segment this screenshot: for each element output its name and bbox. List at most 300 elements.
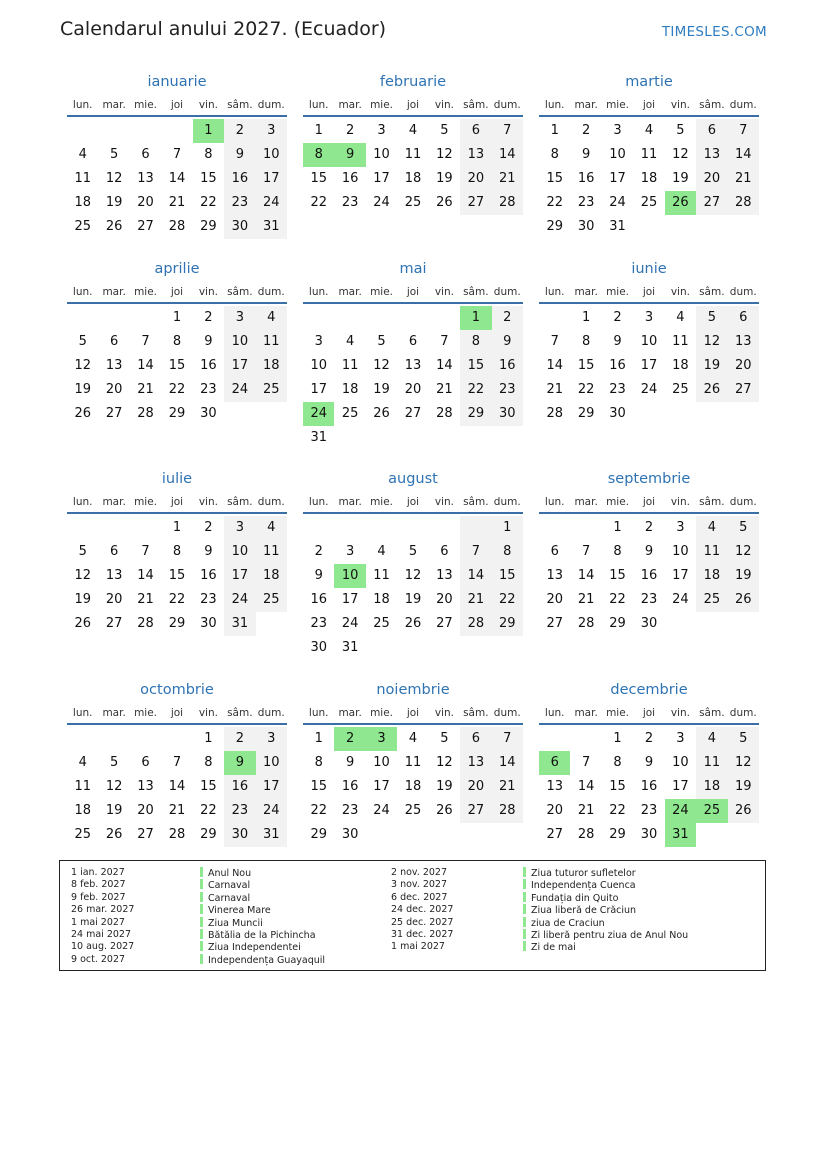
month-ianuarie [67,72,287,239]
empty-cell [161,727,192,751]
day-cell: 2 [492,306,523,330]
legend-holiday [200,879,325,891]
weekday-label: dum. [729,286,757,298]
day-cell: 10 [224,540,255,564]
day-cell: 29 [168,616,186,631]
legend-holiday [523,941,688,953]
day-cell: 27 [546,827,563,842]
empty-cell [728,402,759,426]
day-cell: 19 [105,195,123,210]
weekday-label: dum. [493,496,521,508]
empty-cell [98,119,129,143]
legend-holiday-name: Ziua Independentei [208,942,301,954]
weekday-label: joi [642,707,656,719]
day-cell: 1 [550,123,559,138]
day-cell: 20 [105,592,123,607]
day-cell: 14 [460,564,491,588]
weekday-label: dum. [729,496,757,508]
weekday-label: lun. [72,707,93,719]
day-cell: 22 [200,803,217,818]
day-cell: 28 [460,612,491,636]
legend-holiday [200,867,325,879]
day-cell: 10 [334,564,365,588]
day-cell: 13 [105,568,123,583]
empty-cell [334,516,365,540]
empty-cell [366,306,397,330]
weekday-label: dum. [257,496,285,508]
day-cell: 22 [577,382,595,397]
day-cell: 23 [200,592,217,607]
day-cell: 19 [728,775,759,799]
day-cell: 19 [105,803,123,818]
weekday-label: sâm. [227,496,253,508]
month-decembrie [539,680,759,847]
day-cell: 13 [460,751,491,775]
day-cell: 1 [172,310,182,325]
day-cell: 24 [256,799,287,823]
day-cell: 24 [672,592,689,607]
day-cell: 19 [436,171,453,186]
month-name: decembrie [610,682,688,698]
legend-holiday [200,917,325,929]
day-cell: 30 [492,402,523,426]
day-cell: 30 [224,215,255,239]
weekday-label: dum. [729,99,757,111]
day-grid [67,306,287,426]
empty-cell [429,306,460,330]
day-cell: 29 [609,616,626,631]
weekday-label: sâm. [699,99,725,111]
weekday-label: dum. [257,99,285,111]
day-cell: 28 [168,219,186,234]
day-cell: 6 [696,119,727,143]
day-cell: 2 [644,731,654,746]
day-cell: 5 [728,516,759,540]
day-cell: 15 [577,358,595,373]
empty-cell [429,823,460,847]
day-cell: 3 [256,119,287,143]
month-iunie [539,259,759,426]
legend-date: 10 aug. 2027 [71,941,135,953]
month-aprilie [67,259,287,426]
day-cell: 15 [310,171,327,186]
holiday-marker [523,917,526,927]
day-cell: 26 [728,799,759,823]
day-cell: 9 [581,147,591,162]
empty-cell [665,612,696,636]
day-cell: 27 [105,616,123,631]
day-cell: 9 [314,568,323,583]
day-cell: 23 [609,382,626,397]
day-cell: 11 [404,147,422,162]
day-cell: 18 [341,382,359,397]
day-cell: 16 [640,568,658,583]
day-cell: 18 [672,358,689,373]
weekday-header [67,282,287,304]
day-cell: 10 [256,143,287,167]
day-cell: 18 [640,171,658,186]
weekday-label: vin. [670,99,690,111]
day-cell: 9 [224,751,255,775]
weekday-label: lun. [72,496,93,508]
day-cell: 22 [310,195,327,210]
day-cell: 6 [408,334,418,349]
day-cell: 27 [105,406,123,421]
weekday-label: mar. [574,286,598,298]
weekday-header [539,492,759,514]
day-cell: 11 [696,540,727,564]
holiday-marker [200,892,203,902]
day-cell: 16 [492,354,523,378]
day-cell: 3 [377,123,386,138]
day-cell: 14 [492,751,523,775]
day-cell: 24 [609,195,626,210]
day-cell: 5 [408,544,418,559]
day-cell: 31 [341,640,359,655]
day-cell: 11 [696,751,727,775]
day-cell: 11 [640,147,658,162]
day-cell: 7 [141,334,150,349]
day-cell: 15 [310,779,327,794]
month-iulie [67,469,287,636]
day-cell: 15 [492,564,523,588]
weekday-label: vin. [198,496,218,508]
day-cell: 15 [168,568,186,583]
day-cell: 4 [696,516,727,540]
day-cell: 20 [105,382,123,397]
day-cell: 3 [644,310,654,325]
day-cell: 28 [137,616,154,631]
day-cell: 16 [640,779,658,794]
empty-cell [67,306,98,330]
day-cell: 25 [74,219,91,234]
empty-cell [303,516,334,540]
day-cell: 25 [672,382,689,397]
weekday-label: vin. [198,707,218,719]
empty-cell [98,516,129,540]
legend-holiday-name: Anul Nou [208,868,252,879]
day-cell: 24 [640,382,658,397]
day-cell: 6 [460,727,491,751]
day-cell: 14 [137,358,154,373]
empty-cell [256,402,287,426]
weekday-label: mie. [370,286,394,298]
day-cell: 31 [224,612,255,636]
day-cell: 29 [609,827,626,842]
empty-cell [130,306,161,330]
day-cell: 7 [172,755,182,770]
day-cell: 1 [314,731,323,746]
day-cell: 22 [546,195,563,210]
day-cell: 21 [168,803,186,818]
day-cell: 20 [404,382,422,397]
day-cell: 13 [696,143,727,167]
day-cell: 10 [373,147,390,162]
day-cell: 30 [310,640,327,655]
legend-holiday [523,904,688,916]
day-cell: 2 [224,119,255,143]
day-cell: 29 [460,402,491,426]
day-cell: 21 [168,195,186,210]
weekday-label: vin. [198,99,218,111]
empty-cell [539,516,570,540]
site-link[interactable]: TIMESLES.COM [661,24,767,40]
day-cell: 4 [345,334,355,349]
legend-date: 1 ian. 2027 [71,867,125,878]
day-cell: 14 [577,568,595,583]
day-grid [67,727,287,847]
legend-holiday [523,879,688,891]
day-cell: 6 [460,119,491,143]
day-cell: 26 [373,406,390,421]
empty-cell [98,306,129,330]
day-cell: 15 [609,779,626,794]
day-cell: 29 [168,406,186,421]
day-cell: 27 [137,827,154,842]
holiday-marker [200,867,203,877]
day-cell: 11 [404,755,422,770]
day-cell: 8 [613,544,622,559]
day-cell: 29 [310,827,327,842]
day-cell: 21 [492,167,523,191]
day-cell: 20 [546,592,563,607]
weekday-label: mar. [102,99,126,111]
day-cell: 30 [577,219,595,234]
day-cell: 4 [78,755,87,770]
weekday-label: sâm. [699,707,725,719]
empty-cell [665,402,696,426]
day-cell: 26 [105,827,123,842]
day-cell: 12 [105,171,123,186]
month-octombrie [67,680,287,847]
day-cell: 27 [460,191,491,215]
day-cell: 12 [404,568,422,583]
day-cell: 21 [460,588,491,612]
day-cell: 7 [492,119,523,143]
day-cell: 24 [224,588,255,612]
day-cell: 20 [460,775,491,799]
weekday-label: lun. [544,99,565,111]
day-cell: 5 [78,544,87,559]
month-name: octombrie [140,682,214,698]
legend-holiday-name: ziua de Craciun [531,917,605,929]
legend-dates-right [391,867,453,954]
day-cell: 24 [303,402,334,426]
day-cell: 8 [172,544,182,559]
day-cell: 11 [256,540,287,564]
empty-cell [633,215,664,239]
day-cell: 16 [341,779,359,794]
legend-holiday-name: Zi liberă pentru ziua de Anul Nou [531,929,689,941]
day-cell: 9 [204,544,213,559]
holiday-marker [200,879,203,889]
day-cell: 31 [609,219,626,234]
day-cell: 28 [168,827,186,842]
day-cell: 6 [550,544,559,559]
day-cell: 31 [310,430,327,445]
empty-cell [397,636,428,660]
month-septembrie [539,469,759,636]
empty-cell [696,823,727,847]
day-cell: 22 [310,803,327,818]
day-cell: 27 [404,406,422,421]
weekday-label: vin. [434,286,454,298]
day-cell: 1 [492,516,523,540]
day-grid [303,516,523,660]
day-cell: 7 [728,119,759,143]
day-cell: 17 [373,779,390,794]
day-cell: 13 [546,779,563,794]
empty-cell [130,727,161,751]
empty-cell [366,636,397,660]
legend-date: 9 oct. 2027 [71,953,126,965]
day-cell: 10 [672,755,689,770]
day-cell: 19 [436,779,453,794]
empty-cell [67,727,98,751]
day-cell: 4 [644,123,654,138]
weekday-label: mar. [574,496,598,508]
day-cell: 14 [577,779,595,794]
weekday-label: dum. [729,707,757,719]
day-cell: 23 [224,799,255,823]
day-cell: 26 [74,616,91,631]
day-cell: 28 [577,827,595,842]
day-cell: 7 [172,147,182,162]
day-cell: 18 [404,779,422,794]
day-cell: 3 [676,520,685,535]
empty-cell [570,516,601,540]
day-cell: 14 [492,143,523,167]
day-grid [539,306,759,426]
day-cell: 8 [492,540,523,564]
day-cell: 30 [609,406,626,421]
day-grid [67,119,287,239]
day-cell: 17 [256,775,287,799]
day-cell: 5 [728,727,759,751]
holiday-marker [200,941,203,951]
day-cell: 22 [168,382,186,397]
day-cell: 22 [492,588,523,612]
weekday-header [303,282,523,304]
day-cell: 17 [256,167,287,191]
day-cell: 26 [404,616,422,631]
weekday-label: vin. [434,99,454,111]
empty-cell [397,306,428,330]
weekday-header [539,95,759,117]
day-cell: 21 [577,803,595,818]
legend-date: 9 feb. 2027 [71,891,126,903]
weekday-label: lun. [308,286,329,298]
day-cell: 6 [141,147,150,162]
day-cell: 12 [74,358,91,373]
day-cell: 12 [728,751,759,775]
day-cell: 10 [373,755,390,770]
day-cell: 15 [200,779,217,794]
legend-dates-left [71,867,134,966]
day-cell: 9 [204,334,213,349]
day-cell: 1 [613,731,622,746]
weekday-label: mie. [134,496,158,508]
day-cell: 2 [224,727,255,751]
weekday-label: mar. [574,99,598,111]
legend-names-right [523,867,688,954]
empty-cell [696,215,727,239]
day-cell: 27 [436,616,453,631]
day-cell: 16 [609,358,626,373]
day-cell: 6 [141,755,150,770]
empty-cell [334,426,365,450]
holiday-marker [523,867,526,877]
month-martie [539,72,759,239]
day-cell: 2 [644,520,654,535]
day-cell: 1 [314,123,323,138]
weekday-label: joi [642,496,656,508]
day-cell: 18 [373,592,390,607]
day-cell: 15 [168,358,186,373]
day-cell: 27 [546,616,563,631]
day-cell: 20 [137,803,154,818]
legend-holiday-name: Fundația din Quito [531,892,619,904]
weekday-label: joi [406,496,420,508]
weekday-label: dum. [257,286,285,298]
weekday-label: mar. [102,286,126,298]
empty-cell [696,612,727,636]
day-cell: 1 [172,520,182,535]
day-cell: 23 [341,803,359,818]
day-cell: 26 [728,588,759,612]
day-cell: 17 [341,592,359,607]
day-cell: 3 [366,727,397,751]
day-cell: 21 [546,382,563,397]
empty-cell [366,516,397,540]
day-cell: 3 [676,731,685,746]
day-cell: 29 [546,219,563,234]
day-cell: 17 [640,358,658,373]
weekday-header [67,95,287,117]
day-cell: 7 [492,727,523,751]
empty-cell [397,823,428,847]
day-cell: 14 [168,171,186,186]
day-cell: 14 [137,568,154,583]
weekday-label: lun. [544,496,565,508]
legend-holiday-name: Ziua liberă de Crăciun [531,905,637,917]
day-cell: 16 [200,358,217,373]
day-cell: 9 [345,755,355,770]
weekday-label: sâm. [463,99,489,111]
day-cell: 3 [224,306,255,330]
day-cell: 28 [137,406,154,421]
empty-cell [539,727,570,751]
day-cell: 25 [341,406,359,421]
weekday-header [539,282,759,304]
holiday-marker [200,929,203,939]
day-cell: 7 [581,544,591,559]
legend-date: 25 dec. 2027 [391,916,454,928]
weekday-label: sâm. [699,286,725,298]
day-cell: 21 [728,167,759,191]
day-cell: 11 [74,171,91,186]
empty-cell [161,119,192,143]
day-cell: 24 [256,191,287,215]
day-cell: 17 [224,564,255,588]
day-cell: 23 [640,803,658,818]
page-title: Calendarul anului 2027. (Ecuador) [60,18,387,40]
day-cell: 5 [676,123,685,138]
day-cell: 10 [609,147,626,162]
day-cell: 20 [546,803,563,818]
legend-date: 1 mai 2027 [391,941,445,953]
day-cell: 5 [440,731,449,746]
